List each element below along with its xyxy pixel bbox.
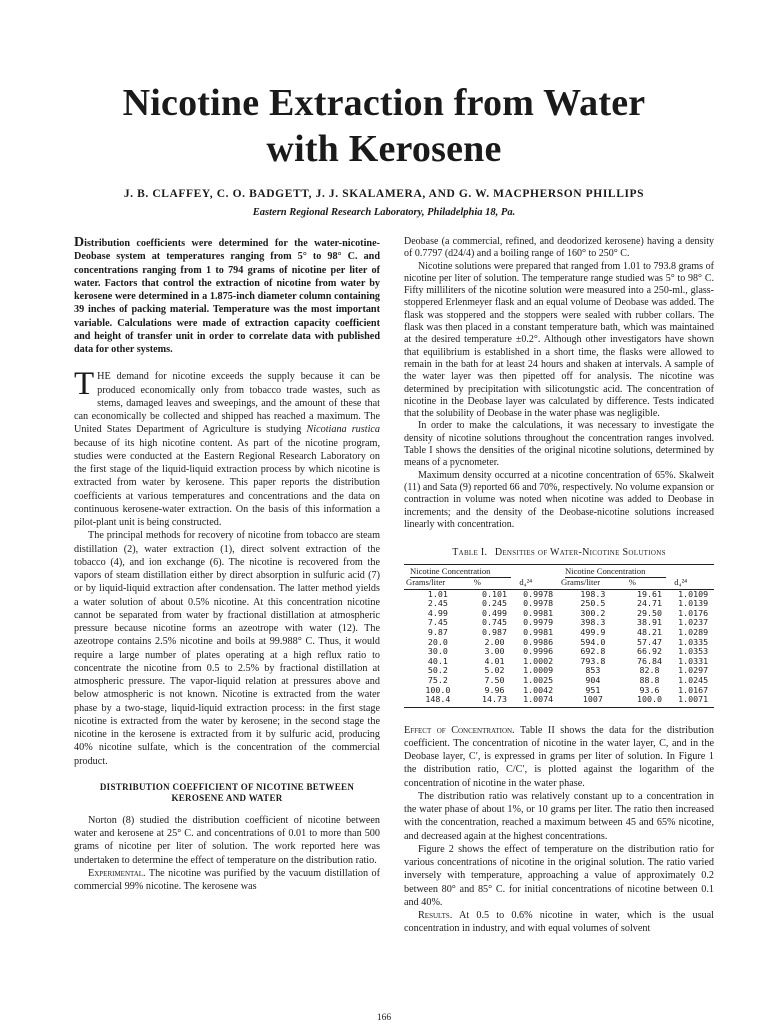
cell: 0.9978 xyxy=(523,588,554,599)
col-pct-right: % xyxy=(627,578,673,589)
col-pct-left: % xyxy=(472,578,518,589)
experimental-label: Experimental. xyxy=(88,867,146,879)
methods-paragraph: The principal methods for recovery of nicotine from tobacco are steam distillation (2), water extraction (1), direct solvent extraction of the tobacco (4), and ion exchange (6). The nicotine is recovered from the vapors of steam distillation either by direct absorption in sulfuric acid (7) or by liquid-liquid extraction after condensation. The latter method yields a water solution of about 0.5% nicotine. At this concentration nicotine cannot be separated from water by fractional distillation at atmospheric pressure because nicotine forms an azeotrope with water (12). The azeotrope contains 2.5% nicotine and boils at 99.988° C. Thus, it would require a large number of plates operating at a high reflux ratio to concentrate the nicotine from 0.5 to 2.5% by fractional distillation at atmospheric pressure. The vapor-liquid relation at pressures above and below atmospheric is not known. Nicotine is extracted from the water phase by a two-stage, liquid-liquid extraction process: in the first stage nicotine is extracted from the water by kerosene; in the second stage the nicotine in the kerosene is extracted from it by sulfuric acid, producing 40% nicotine sulfate, which is the concentration of the commercial product. xyxy=(74,530,380,767)
ratio-paragraph: The distribution ratio was relatively constant up to a concentration in the water phase of about 1%, or 10 grams per liter. The ratio then increased with the concentration, reached a maximum between 45 and 65% nicotine, and decreased again at the highest concentrations. xyxy=(404,790,714,842)
results-text: At 0.5 to 0.6% nicotine in water, which is the usual concentration in industry, and with equal volumes of solvent xyxy=(404,910,714,935)
cell: 4.99 xyxy=(427,607,448,618)
affiliation: Eastern Regional Research Laboratory, Philadelphia 18, Pa. xyxy=(252,207,516,218)
table-row xyxy=(404,676,714,686)
cell: 2.00 xyxy=(484,636,505,647)
cell: 0.9978 xyxy=(523,598,554,609)
cell: 57.47 xyxy=(637,636,662,647)
table-caption xyxy=(404,546,714,559)
cell: 594.0 xyxy=(580,636,606,647)
cell: 1.0289 xyxy=(678,626,709,637)
results-paragraph xyxy=(404,909,714,936)
cell: 300.2 xyxy=(580,607,606,618)
cell: 0.745 xyxy=(482,617,508,628)
experimental-text: The nicotine was purified by the vacuum distillation of commercial 99% nicotine. The kerosene was xyxy=(74,867,380,892)
table-row xyxy=(404,599,714,609)
abstract-lead-letter: D xyxy=(74,235,85,250)
deobase-paragraph: Deobase (a commercial, refined, and deodorized kerosene) having a density of 0.7797 (d24/4) and a boiling range of 160° to 250° C. xyxy=(404,236,714,260)
abstract-text: istribution coefficients were determined for the water-nicotine-Deobase system at temperatures ranging from 5° to 98° C. and concentrations ranging from 1 to 794 grams of nicotine per liter of water. Factors that control the extraction of nicotine from water by kerosene were determined in a 1.875-inch diameter column containing 39 inches of packing material. Temperature was the most important variable. Calculations were made of extraction capacity coefficient and height of transfer unit in order to correlate data with published data for other systems. xyxy=(74,238,380,355)
table-title: Densities of Water-Nicotine Solutions xyxy=(494,547,666,559)
left-column xyxy=(74,236,380,893)
experimental-paragraph xyxy=(74,867,380,894)
cell: 66.92 xyxy=(637,646,662,657)
cell: 5.02 xyxy=(484,665,505,676)
cell: 853 xyxy=(585,665,601,676)
temperature-paragraph: Figure 2 shows the effect of temperature on the distribution ratio for various concentrations of nicotine in the original solution. The ratio varied inversely with temperature, approaching a value of approximately 0.2 between 80° and 85° C. for initial concentrations of nicotine between 0.1 and 40%. xyxy=(404,843,714,908)
cell: 100.0 xyxy=(627,695,673,707)
cell: 0.9996 xyxy=(523,646,554,657)
cell: 0.9979 xyxy=(523,617,554,628)
table-row xyxy=(404,657,714,667)
cell: 88.8 xyxy=(639,674,660,685)
cell: 9.96 xyxy=(484,684,505,695)
abstract xyxy=(74,236,380,356)
cell: 692.8 xyxy=(580,646,606,657)
cell: 904 xyxy=(585,674,601,685)
title-line-2: with Kerosene xyxy=(266,128,502,170)
cell: 7.50 xyxy=(484,674,505,685)
cell: 1.0245 xyxy=(678,674,709,685)
cell: 9.87 xyxy=(427,626,448,637)
cell: 0.101 xyxy=(482,588,508,599)
density-table xyxy=(404,564,714,707)
cell: 1.0009 xyxy=(523,665,554,676)
page-number: 166 xyxy=(376,1013,392,1023)
cell: 1.0176 xyxy=(678,607,709,618)
cell: 82.8 xyxy=(639,665,660,676)
cell: 1.0025 xyxy=(523,674,554,685)
cell: 1.0109 xyxy=(678,588,709,599)
table-row xyxy=(404,638,714,648)
cell: 1.01 xyxy=(427,588,448,599)
cell: 3.00 xyxy=(484,646,505,657)
table-row xyxy=(404,695,714,707)
table-label: Table I. xyxy=(452,547,488,559)
cell: 24.71 xyxy=(637,598,662,609)
cell: 19.61 xyxy=(637,588,662,599)
section-heading: DISTRIBUTION COEFFICIENT OF NICOTINE BETWEEN KEROSENE AND WATER xyxy=(99,781,355,803)
cell: 100.0 xyxy=(425,684,451,695)
cell: 1.0139 xyxy=(678,598,709,609)
right-column xyxy=(404,236,714,936)
cell: 50.2 xyxy=(427,665,448,676)
cell: 1.0331 xyxy=(678,655,709,666)
group-header-right xyxy=(559,565,672,578)
cell: 30.0 xyxy=(427,646,448,657)
cell: 0.245 xyxy=(482,598,508,609)
blank-header-right xyxy=(672,565,714,578)
table-row xyxy=(404,686,714,696)
cell: 951 xyxy=(585,684,601,695)
cell: 0.987 xyxy=(482,626,508,637)
cell: 76.84 xyxy=(637,655,662,666)
table-row xyxy=(404,618,714,628)
col-grams-right: Grams/liter xyxy=(559,578,627,589)
table-row xyxy=(404,589,714,599)
cell: 0.499 xyxy=(482,607,508,618)
concentration-label: Effect of Concentration. xyxy=(404,724,515,736)
solutions-paragraph: Nicotine solutions were prepared that ranged from 1.01 to 793.8 grams of nicotine per liter of solution. The temperature range studied was 5° to 98° C. Fifty milliliters of the nicotine solution were measured into a 250-ml., glass-stoppered Erlenmeyer flask and an equal volume of Deobase was added. The flask was stoppered and the stoppers were sealed with rubber collars. The flask was then placed in a constant temperature bath, which was maintained at the desired temperature ±0.2°. Although other investigators have shown that equilibrium is established in a short time, the flasks were allowed to remain in the bath for at least 24 hours and shaken at intervals. A sample of the water layer was then pipetted off for analysis. The nicotine was determined by precipitation with silicotungstic acid. The concentration of nicotine in the Deobase layer was calculated by difference. Tests indicated that the solubility of Deobase in the water phase was negligible. xyxy=(404,260,714,420)
cell: 1.0002 xyxy=(523,655,554,666)
concentration-text: Table II shows the data for the distribution coefficient. The concentration of nicotine in the water layer, C, and in the Deobase layer, C′, is expressed in grams per liter of solution. In Figure 1 the distribution ratio, C/C′, is plotted against the logarithm of the concentration of nicotine in the water phase. xyxy=(404,724,714,789)
cell: 1007 xyxy=(559,695,627,707)
col-grams-left: Grams/liter xyxy=(404,578,472,589)
cell: 0.9981 xyxy=(523,607,554,618)
col-density-left: d₄²⁴ xyxy=(517,578,559,589)
cell: 1.0335 xyxy=(678,636,709,647)
species-name: Nicotiana rustica xyxy=(306,424,381,436)
cell: 398.3 xyxy=(580,617,606,628)
cell: 20.0 xyxy=(427,636,448,647)
max-density-paragraph: Maximum density occurred at a nicotine concentration of 65%. Skalweit (11) and Sata (9) reported 66 and 70%, respectively. No volume expansion or contraction in volume was noted when nicotine was added to Deobase in increments; and the density of the Deobase-nicotine solutions increased linearly with concentration. xyxy=(404,469,714,530)
results-label: Results. xyxy=(418,910,453,922)
cell: 1.0297 xyxy=(678,665,709,676)
cell: 29.50 xyxy=(637,607,662,618)
table-body xyxy=(404,589,714,707)
concentration-paragraph xyxy=(404,724,714,790)
cell: 198.3 xyxy=(580,588,606,599)
col-density-right: d₄²⁴ xyxy=(672,578,714,589)
intro-text-b: because of its high nicotine content. As part of the nicotine program, studies were conducted at the Eastern Regional Research Laboratory on the first stage of the liquid-liquid extraction process by which nicotine is extracted from water by kerosene. This paper reports the distribution coefficients at various temperatures and concentrations and the data on continuous kerosene-water extraction. On the basis of this information a pilot-plant unit is being constructed. xyxy=(74,437,380,528)
table-row xyxy=(404,647,714,657)
cell: 1.0071 xyxy=(672,695,714,707)
cell: 793.8 xyxy=(580,655,606,666)
cell: 1.0237 xyxy=(678,617,709,628)
cell: 40.1 xyxy=(427,655,448,666)
cell: 0.9986 xyxy=(523,636,554,647)
cell: 7.45 xyxy=(427,617,448,628)
table-row xyxy=(404,609,714,619)
table-row xyxy=(404,666,714,676)
cell: 38.91 xyxy=(637,617,662,628)
cell: 0.9981 xyxy=(523,626,554,637)
cell: 2.45 xyxy=(427,598,448,609)
author-list: J. B. CLAFFEY, C. O. BADGETT, J. J. SKALAMERA, AND G. W. MACPHERSON PHILLIPS xyxy=(123,188,645,200)
cell: 93.6 xyxy=(639,684,660,695)
paper-title xyxy=(0,80,768,172)
group-header-left xyxy=(404,565,517,578)
cell: 1.0042 xyxy=(523,684,554,695)
cell: 48.21 xyxy=(637,626,662,637)
group-header-text-right: Nicotine Concentration xyxy=(565,567,666,578)
blank-header-left xyxy=(517,565,559,578)
cell: 499.9 xyxy=(580,626,606,637)
intro-text-a: HE demand for nicotine exceeds the supply because it can be produced economically only from tobacco trade wastes, such as stems, damaged leaves and sweepings, and the amount of these that can economically be collected and shipped has reached a maximum. The United States Department of Agriculture is studying xyxy=(74,371,380,436)
density-paragraph: In order to make the calculations, it was necessary to investigate the density of nicotine solutions throughout the concentration ranges involved. Table I shows the densities of the original nicotine solutions, determined by means of a pycnometer. xyxy=(404,420,714,469)
table-1 xyxy=(404,546,714,708)
table-row xyxy=(404,628,714,638)
cell: 250.5 xyxy=(580,598,606,609)
cell: 1.0167 xyxy=(678,684,709,695)
intro-paragraph xyxy=(74,366,381,529)
drop-cap: T xyxy=(74,366,95,403)
cell: 1.0074 xyxy=(517,695,559,707)
group-header-text-left: Nicotine Concentration xyxy=(410,567,511,578)
cell: 14.73 xyxy=(472,695,518,707)
norton-paragraph: Norton (8) studied the distribution coefficient of nicotine between water and kerosene at 25° C. and concentrations of 0.01 to more than 500 grams of nicotine per liter of solution. The work reported here was undertaken to determine the effect of temperature on the distribution ratio. xyxy=(74,814,380,866)
cell: 75.2 xyxy=(427,674,448,685)
title-line-1: Nicotine Extraction from Water xyxy=(122,82,646,124)
cell: 4.01 xyxy=(484,655,505,666)
cell: 148.4 xyxy=(404,695,472,707)
cell: 1.0353 xyxy=(678,646,709,657)
